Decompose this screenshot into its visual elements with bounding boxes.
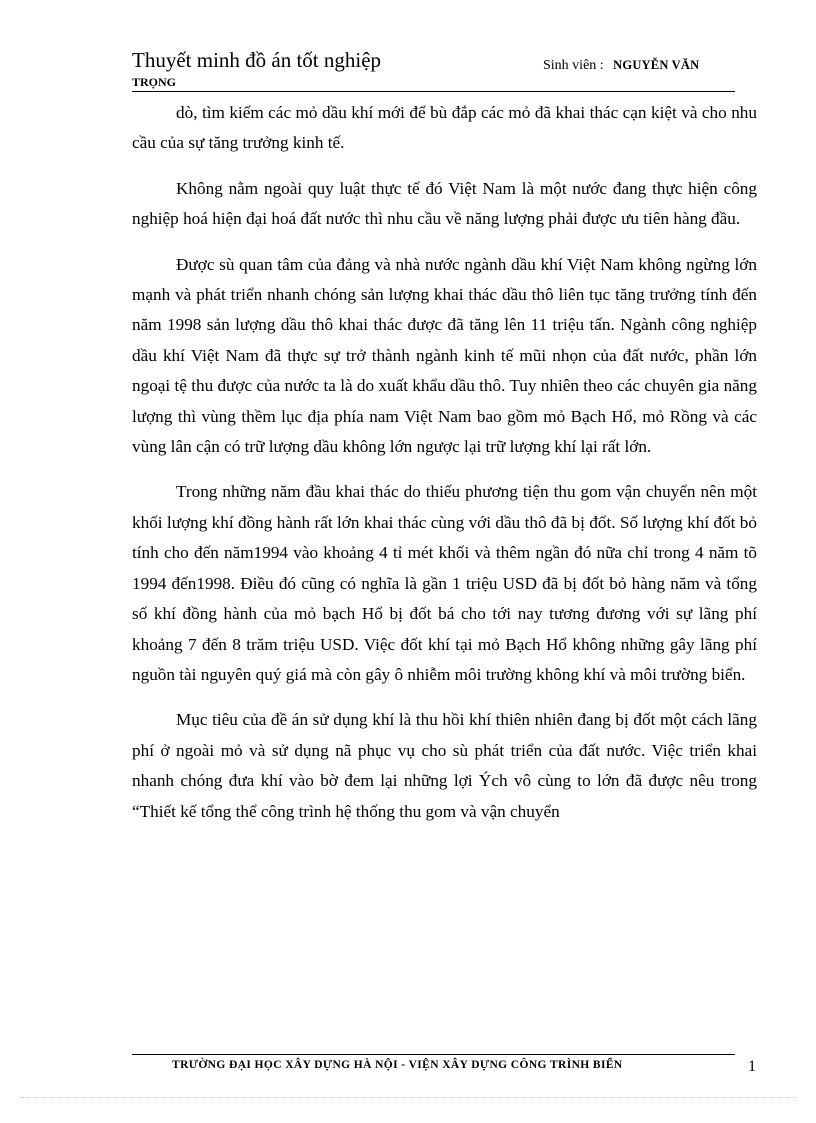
student-name: NGUYỄN VĂN [613, 58, 700, 72]
student-label: Sinh viên : [543, 58, 604, 73]
paragraph: Trong những năm đầu khai thác do thiếu phương tiện thu gom vận chuyển nên một khối lượng khí đồng hành rất lớn khai thác cùng với dầu thô đã bị đốt. Số lượng khí đốt bỏ tính cho đến năm1994 vào khoảng 4 tỉ mét khối và thêm ngần đó nữa chỉ trong 4 năm tõ 1994 đến1998. Điều đó cũng có nghĩa là gần 1 triệu USD đã bị đốt bỏ hàng năm và tổng số khí đồng hành của mỏ bạch Hổ bị đốt bá cho tới nay tương đương với sự lãng phí khoảng 7 đến 8 trăm triệu USD. Việc đốt khí tại mỏ Bạch Hổ không những gây lãng phí nguồn tài nguyên quý giá mà còn gây ô nhiễm môi trường không khí và môi trường biển. [132, 482, 757, 684]
footer-divider [132, 1054, 735, 1055]
page-edge-divider [20, 1097, 796, 1098]
paragraph: Được sù quan tâm của đảng và nhà nước ngành dầu khí Việt Nam không ngừng lớn mạnh và phát triển nhanh chóng sản lượng khai thác dầu thô liên tục tăng trưởng tính đến năm 1998 sản lượng dầu thô khai thác được đã tăng lên 11 triệu tấn. Ngành công nghiệp dầu khí Việt Nam đã thực sự trở thành ngành kinh tế mũi nhọn của đất nước, phần lớn ngoại tệ thu được của nước ta là do xuất khẩu dầu thô. Tuy nhiên theo các chuyên gia năng lượng thì vùng thềm lục địa phía nam Việt Nam bao gồm mỏ Bạch Hổ, mỏ Rồng và các vùng lân cận có trữ lượng dầu không lớn ngược lại trữ lượng khí lại rất lớn. [132, 254, 757, 457]
paragraph: Không nằm ngoài quy luật thực tế đó Việt Nam là một nước đang thực hiện công nghiệp hoá hiện đại hoá đất nước thì nhu cầu về năng lượng phải được ưu tiên hàng đầu. [132, 178, 757, 229]
document-body [132, 98, 757, 842]
document-title-continuation: TRỌNG [132, 75, 177, 89]
footer-institution: TRƯỜNG ĐẠI HỌC XÂY DỰNG HÀ NỘI - VIỆN XÂY DỰNG CÔNG TRÌNH BIỂN [172, 1059, 623, 1071]
document-title: Thuyết minh đồ án tốt nghiệp [132, 48, 382, 72]
header-divider [132, 91, 735, 92]
student-info [543, 56, 699, 75]
page-number: 1 [748, 1058, 756, 1075]
paragraph-continuation: dò, tìm kiếm các mỏ dầu khí mới để bù đắp các mỏ đã khai thác cạn kiệt và cho nhu cầu của sự tăng trưởng kinh tế. [132, 103, 757, 153]
paragraph: Mục tiêu của đề án sử dụng khí là thu hồi khí thiên nhiên đang bị đốt một cách lãng phí ở ngoài mỏ và sử dụng nã phục vụ cho sù phát triển của đất nước. Việc triển khai nhanh chóng đưa khí vào bờ đem lại những lợi Ých vô cùng to lớn đã được nêu trong “Thiết kế tổng thể công trình hệ thống thu gom và vận chuyển [132, 710, 757, 821]
